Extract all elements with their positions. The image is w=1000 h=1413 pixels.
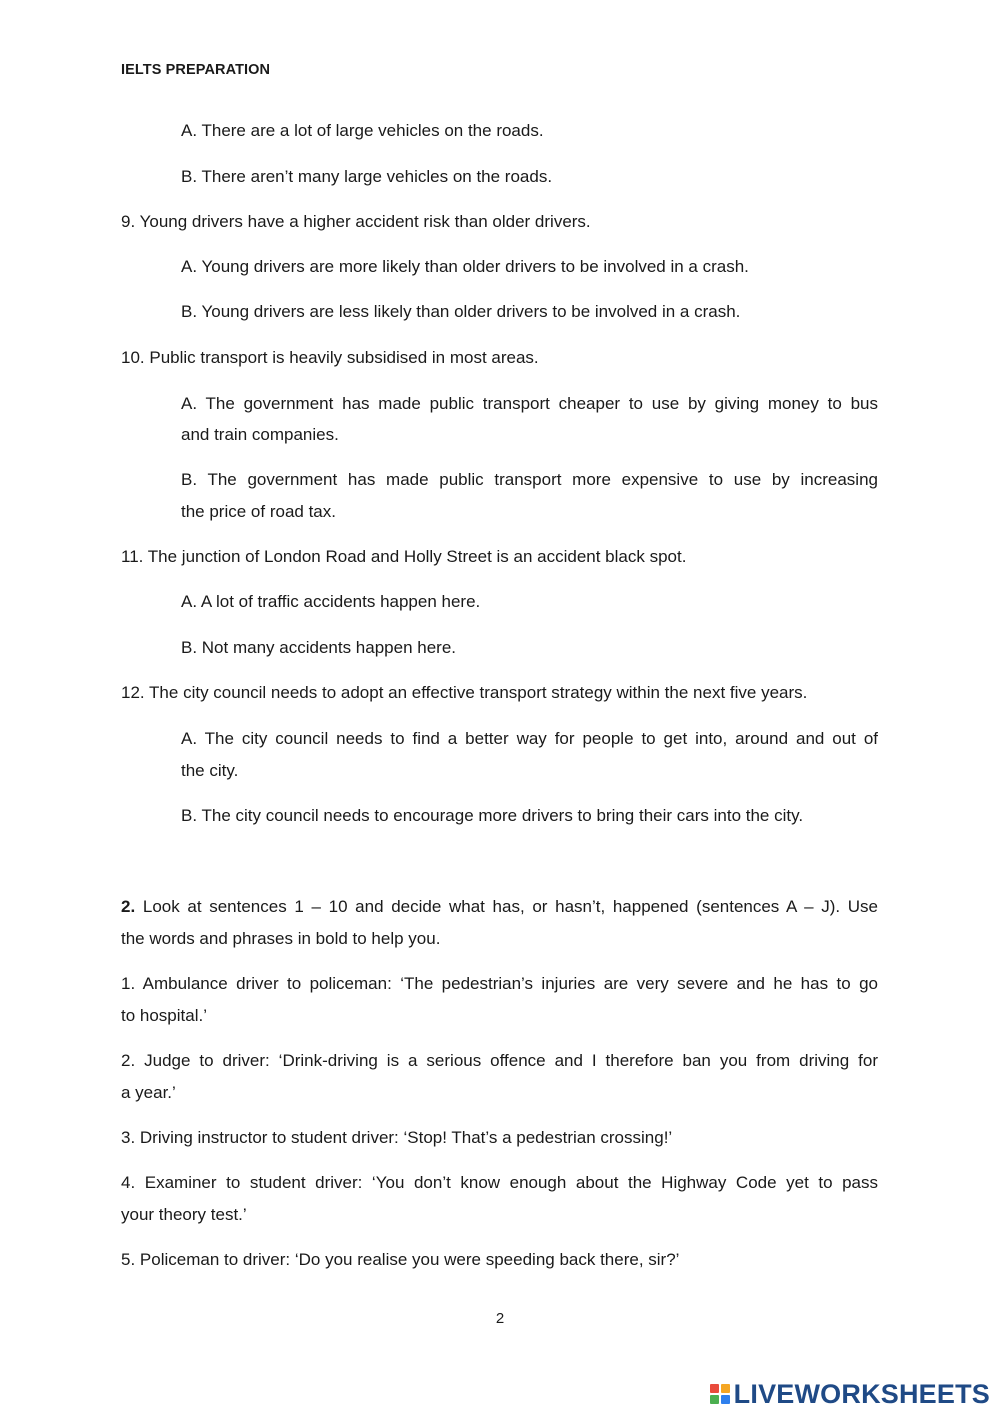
question-10-option-b-line1: B. The government has made public transport more expensive to use by increasing — [181, 470, 878, 489]
sentence-3: 3. Driving instructor to student driver: ‘Stop! That’s a pedestrian crossing!’ — [121, 1128, 673, 1147]
question-9-option-a: A. Young drivers are more likely than older drivers to be involved in a crash. — [181, 257, 749, 276]
question-9: 9. Young drivers have a higher accident risk than older drivers. — [121, 212, 591, 231]
sentence-2-line1: 2. Judge to driver: ‘Drink-driving is a serious offence and I therefore ban you from driving for — [121, 1051, 878, 1070]
question-11-option-a: A. A lot of traffic accidents happen here. — [181, 592, 481, 611]
sentence-5: 5. Policeman to driver: ‘Do you realise you were speeding back there, sir?’ — [121, 1250, 680, 1269]
sentence-4-line2: your theory test.’ — [121, 1205, 247, 1224]
section-2-intro-line1: 2. Look at sentences 1 – 10 and decide what has, or hasn’t, happened (sentences A – J). Use — [121, 897, 878, 916]
page-number: 2 — [495, 1310, 505, 1327]
question-11-option-b: B. Not many accidents happen here. — [181, 638, 456, 657]
sentence-4-line1: 4. Examiner to student driver: ‘You don’t know enough about the Highway Code yet to pass — [121, 1173, 878, 1192]
liveworksheets-logo-text: LIVEWORKSHEETS — [733, 1378, 990, 1409]
question-9-option-b: B. Young drivers are less likely than older drivers to be involved in a crash. — [181, 302, 741, 321]
question-10-option-a-line2: and train companies. — [181, 425, 339, 444]
sentence-1-line2: to hospital.’ — [121, 1006, 207, 1025]
liveworksheets-logo — [710, 1380, 990, 1408]
section-2-intro-line2: the words and phrases in bold to help you. — [121, 929, 441, 948]
question-10-option-b-line2: the price of road tax. — [181, 502, 336, 521]
sentence-1-line1: 1. Ambulance driver to policeman: ‘The pedestrian’s injuries are very severe and he has to go — [121, 974, 878, 993]
question-10-option-a-line1: A. The government has made public transport cheaper to use by giving money to bus — [181, 394, 878, 413]
question-12-option-a-line2: the city. — [181, 761, 239, 780]
question-12: 12. The city council needs to adopt an effective transport strategy within the next five years. — [121, 683, 808, 702]
document-header: IELTS PREPARATION — [121, 62, 271, 78]
question-11: 11. The junction of London Road and Holly Street is an accident black spot. — [121, 547, 687, 566]
question-8-option-b: B. There aren’t many large vehicles on the roads. — [181, 167, 553, 186]
section-2-number: 2. — [121, 897, 136, 916]
question-12-option-b: B. The city council needs to encourage more drivers to bring their cars into the city. — [181, 806, 804, 825]
question-10: 10. Public transport is heavily subsidised in most areas. — [121, 348, 539, 367]
liveworksheets-logo-icon — [710, 1384, 730, 1404]
sentence-2-line2: a year.’ — [121, 1083, 176, 1102]
question-12-option-a-line1: A. The city council needs to find a better way for people to get into, around and out of — [181, 729, 878, 748]
question-8-option-a: A. There are a lot of large vehicles on the roads. — [181, 121, 544, 140]
